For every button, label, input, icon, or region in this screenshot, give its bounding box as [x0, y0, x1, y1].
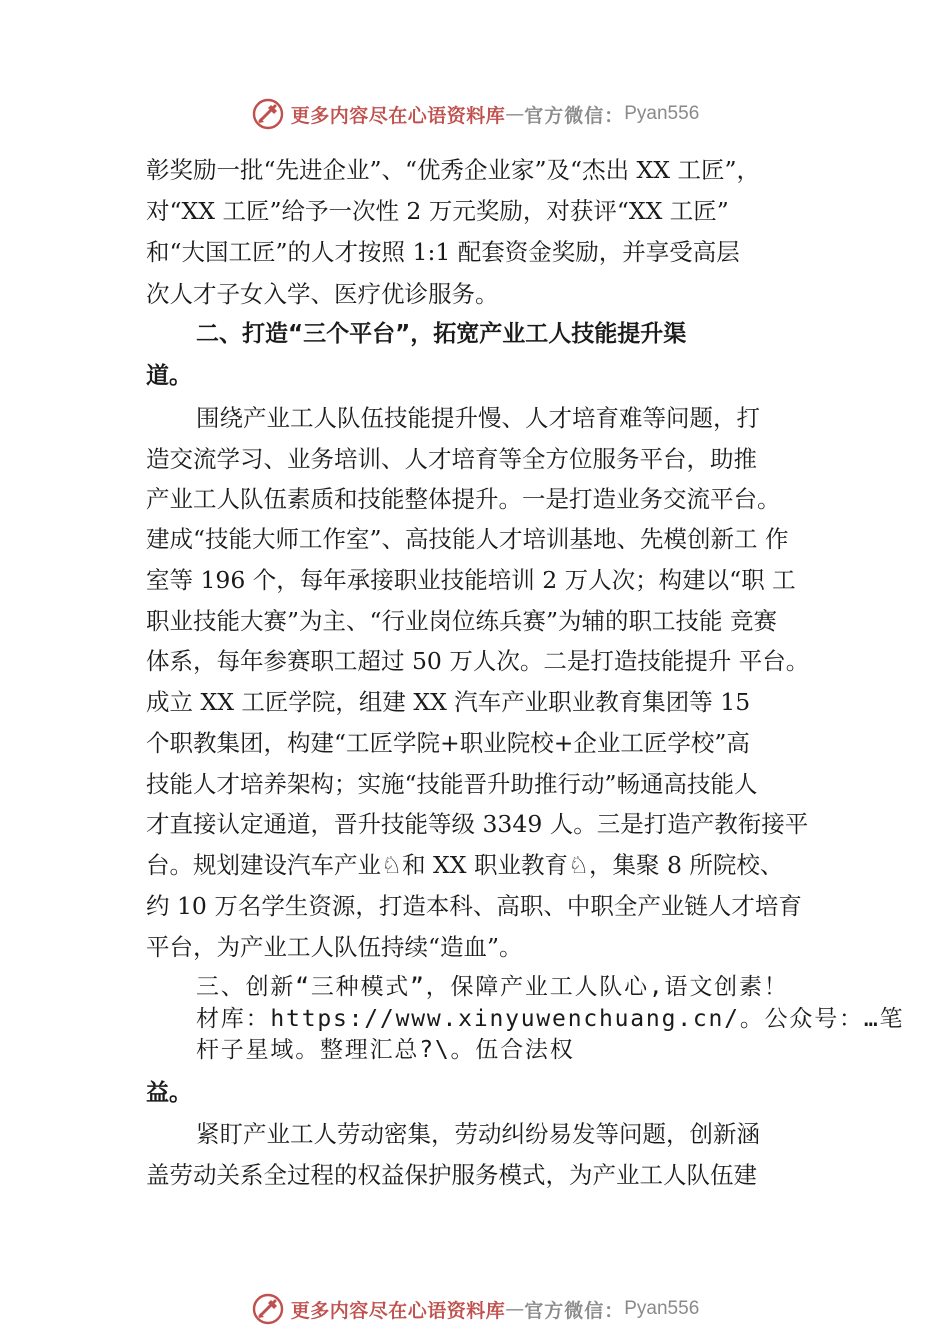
- body-line: 和“大国工匠”的人才按照 1:1 配套资金奖励，并享受高层: [146, 238, 740, 266]
- section-heading-cont: 益。: [146, 1080, 192, 1106]
- watermark-wechat-id: Pyan556: [624, 1298, 700, 1319]
- watermark-wechat-label: 官方微信：: [524, 1299, 625, 1322]
- body-line: 体系，每年参赛职工超过 50 万人次。二是打造技能提升 平台。: [146, 647, 810, 675]
- body-line: 建成“技能大师工作室”、高技能人才培训基地、先模创新工 作: [146, 525, 789, 553]
- watermark-wechat-label: 官方微信：: [524, 104, 625, 127]
- body-line: 彰奖励一批“先进企业”、“优秀企业家”及“杰出 XX 工匠”，: [146, 156, 760, 184]
- body-line: 技能人才培养架构；实施“技能晋升助推行动”畅通高技能人: [146, 770, 758, 798]
- body-line: 造交流学习、业务培训、人才培育等全方位服务平台，助推: [146, 445, 757, 473]
- body-line: 围绕产业工人队伍技能提升慢、人才培育难等问题，打: [196, 404, 760, 432]
- watermark-dash: —: [505, 1298, 525, 1320]
- body-line: 成立 XX 工匠学院，组建 XX 汽车产业职业教育集团等 15: [146, 688, 751, 716]
- body-line: 产业工人队伍素质和技能整体提升。一是打造业务交流平台。: [146, 485, 781, 513]
- body-line: 盖劳动关系全过程的权益保护服务模式，为产业工人队伍建: [146, 1161, 757, 1189]
- body-line: 才直接认定通道，晋升技能等级 3349 人。三是打造产教衔接平: [146, 810, 809, 838]
- watermark-wechat-id: Pyan556: [624, 103, 700, 124]
- watermark-dash: —: [505, 103, 525, 125]
- body-line: 室等 196 个，每年承接职业技能培训 2 万人次；构建以“职 工: [146, 566, 796, 594]
- logo-icon: [251, 97, 285, 131]
- body-line: 职业技能大赛”为主、“行业岗位练兵赛”为辅的职工技能 竞赛: [146, 607, 778, 635]
- body-line: 平台，为产业工人队伍持续“造血”。: [146, 933, 523, 961]
- body-line-mono: 三、创新“三种模式”，保障产业工人队心,语文创素！: [196, 974, 789, 1000]
- header-watermark: [0, 94, 950, 134]
- section-heading-cont: 道。: [146, 363, 192, 389]
- body-line-mono: 杆子星域。整理汇总?\。伍合法权: [196, 1037, 575, 1063]
- watermark-brand-text: 更多内容尽在心语资料库: [290, 1299, 506, 1322]
- body-line: 对“XX 工匠”给予一次性 2 万元奖励，对获评“XX 工匠”: [146, 197, 729, 225]
- body-line: 台。规划建设汽车产业♘和 XX 职业教育♘，集聚 8 所院校、: [146, 851, 784, 879]
- logo-icon: [251, 1292, 285, 1326]
- body-line: 个职教集团，构建“工匠学院+职业院校+企业工匠学校”高: [146, 729, 750, 757]
- body-line: 次人才子女入学、医疗优诊服务。: [146, 280, 499, 308]
- body-line: 约 10 万名学生资源，打造本科、高职、中职全产业链人才培育: [146, 892, 802, 920]
- section-heading: 二、打造“三个平台”，拓宽产业工人技能提升渠: [196, 321, 687, 347]
- watermark-brand-text: 更多内容尽在心语资料库: [290, 104, 506, 127]
- body-line: 紧盯产业工人劳动密集，劳动纠纷易发等问题，创新涵: [196, 1120, 760, 1148]
- footer-watermark: [0, 1289, 950, 1329]
- body-line-mono: 材库：https://www.xinyuwenchuang.cn/。公众号：…笔: [196, 1006, 905, 1032]
